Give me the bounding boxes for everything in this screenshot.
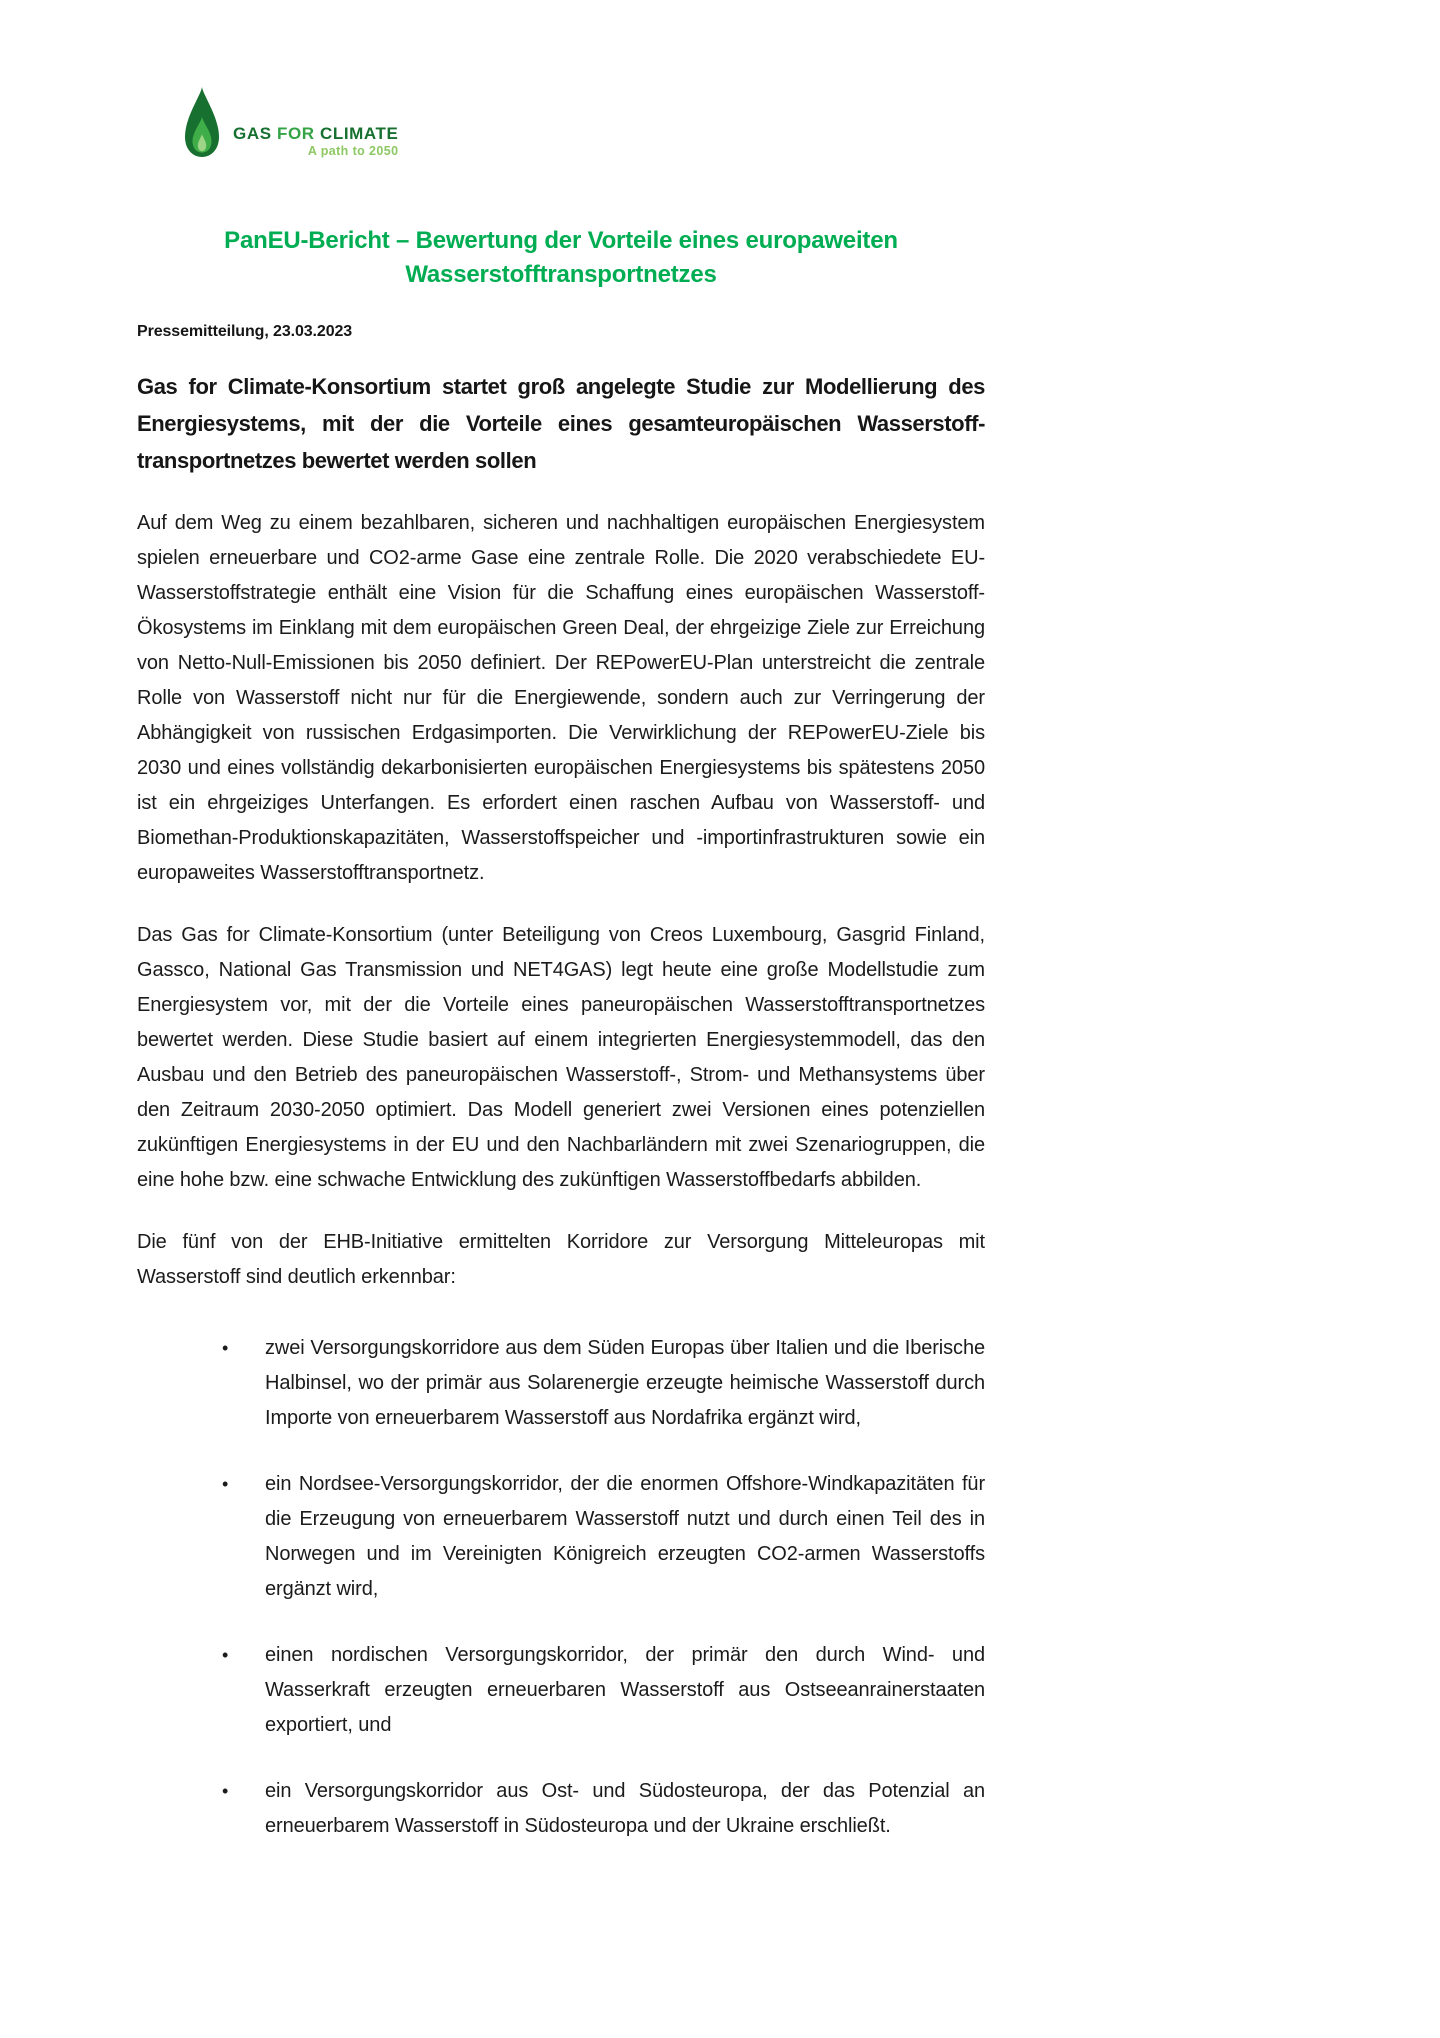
list-item-text: ein Nordsee-Versorgungskorridor, der die enormen Offshore-Windkapazitäten für die Erzeugung von erneuerbarem Wasserstoff nutzt und durch einen Teil des in Norwegen und im Vereinigten Königreich erzeugten CO2-armen Wasserstoffs ergänzt wird, — [265, 1473, 985, 1600]
list-item-text: einen nordischen Versorgungskorridor, der primär den durch Wind- und Wasserkraft erzeugten erneuerbaren Wasserstoff aus Ostseeanrainerstaaten exportiert, und — [265, 1644, 985, 1736]
logo-word-gas: GAS — [233, 124, 272, 143]
document-content — [137, 0, 985, 1875]
bullet-icon: • — [222, 1474, 229, 1494]
logo-word-for: FOR — [276, 124, 315, 143]
list-item-text: ein Versorgungskorridor aus Ost- und Südosteuropa, der das Potenzial an erneuerbarem Wasserstoff in Südosteuropa und der Ukraine erschließt. — [265, 1780, 985, 1837]
subheading: Gas for Climate-Konsortium startet groß angelegte Studie zur Modellierung des Energiesystems, mit der die Vorteile eines gesamteuropäischen Wasserstoff-transportnetzes bewertet werden sollen — [137, 374, 985, 473]
list-item — [137, 1467, 985, 1607]
list-item-text: zwei Versorgungskorridore aus dem Süden Europas über Italien und die Iberische Halbinsel, wo der primär aus Solarenergie erzeugte heimische Wasserstoff durch Importe von erneuerbarem Wasserstoff aus Nordafrika ergänzt wird, — [265, 1337, 985, 1429]
list-item — [137, 1774, 985, 1844]
bullet-icon: • — [222, 1338, 229, 1358]
bullet-icon: • — [222, 1645, 229, 1665]
paragraph-intro: Auf dem Weg zu einem bezahlbaren, sicheren und nachhaltigen europäischen Energiesystem spielen erneuerbare und CO2-arme Gase eine zentrale Rolle. Die 2020 verabschiedete EU-Wasserstoffstrategie enthält eine Vision für die Schaffung eines europäischen Wasserstoff-Ökosystems im Einklang mit dem europäischen Green Deal, der ehrgeizige Ziele zur Erreichung von Netto-Null-Emissionen bis 2050 definiert. Der REPowerEU-Plan unterstreicht die zentrale Rolle von Wasserstoff nicht nur für die Energiewende, sondern auch zur Verringerung der Abhängigkeit von russischen Erdgasimporten. Die Verwirklichung der REPowerEU-Ziele bis 2030 und eines vollständig dekarbonisierten europäischen Energiesystems bis spätestens 2050 ist ein ehrgeiziges Unterfangen. Es erfordert einen raschen Aufbau von Wasserstoff- und Biomethan-Produktionskapazitäten, Wasserstoffspeicher und -importinfrastrukturen sowie ein europaweites Wasserstofftransportnetz. — [137, 512, 985, 884]
logo-word-climate: CLIMATE — [319, 124, 399, 143]
paragraph-corridors: Die fünf von der EHB-Initiative ermittelten Korridore zur Versorgung Mitteleuropas mit Wasserstoff sind deutlich erkennbar: — [137, 1231, 985, 1288]
logo-tagline: A path to 2050 — [307, 144, 399, 158]
bullet-list — [137, 1331, 985, 1844]
list-item — [137, 1331, 985, 1436]
paragraph-consortium: Das Gas for Climate-Konsortium (unter Beteiligung von Creos Luxembourg, Gasgrid Finland, Gassco, National Gas Transmission und NET4GAS) legt heute eine große Modellstudie zum Energiesystem vor, mit der die Vorteile eines paneuropäischen Wasserstofftransportnetzes bewertet werden. Diese Studie basiert auf einem integrierten Energiesystemmodell, das den Ausbau und den Betrieb des paneuropäischen Wasserstoff-, Strom- und Methansystems über den Zeitraum 2030-2050 optimiert. Das Modell generiert zwei Versionen eines potenziellen zukünftigen Energiesystems in der EU und den Nachbarländern mit zwei Szenariogruppen, die eine hohe bzw. eine schwache Entwicklung des zukünftigen Wasserstoffbedarfs abbilden. — [137, 924, 985, 1191]
list-item — [137, 1638, 985, 1743]
bullet-icon: • — [222, 1781, 229, 1801]
page-title: PanEU-Bericht – Bewertung der Vorteile eines europaweiten Wasserstofftransportnetzes — [224, 227, 898, 288]
dateline: Pressemitteilung, 23.03.2023 — [137, 323, 353, 340]
